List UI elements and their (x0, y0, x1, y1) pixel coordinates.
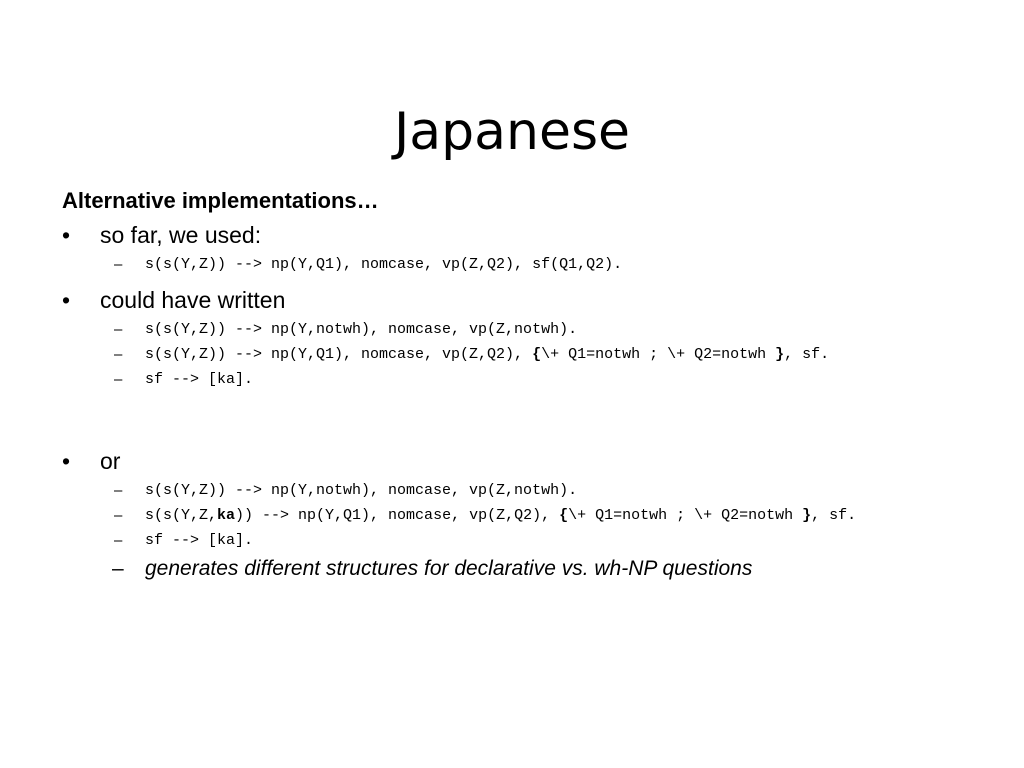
slide-title: Japanese (393, 101, 631, 162)
note-text: generates different structures for declarative vs. wh-NP questions (145, 557, 753, 580)
bullet-label: so far, we used: (100, 222, 262, 248)
dash-icon: – (114, 371, 123, 388)
dash-icon: – (114, 256, 123, 273)
dash-icon: – (114, 321, 123, 338)
bullet-dot-icon: • (62, 287, 71, 313)
close-brace: } (775, 346, 785, 363)
code-text-pre: s(s(Y,Z, (145, 507, 218, 524)
dash-icon: – (114, 507, 123, 524)
bullet-dot-icon: • (62, 222, 71, 248)
dash-icon: – (114, 532, 123, 549)
code-text: sf --> [ka]. (145, 371, 254, 388)
bullet-so-far (62, 218, 1002, 252)
ka-bold: ka (217, 507, 236, 524)
open-brace: { (532, 346, 542, 363)
italic-note (62, 553, 1002, 585)
bullet-label: could have written (100, 287, 286, 313)
code-text-pre2: )) --> np(Y,Q1), nomcase, vp(Z,Q2), (235, 507, 560, 524)
code-line (62, 317, 1002, 342)
dash-icon: – (114, 346, 123, 363)
code-text: s(s(Y,Z)) --> np(Y,Q1), nomcase, vp(Z,Q2), sf(Q1,Q2). (145, 256, 623, 273)
section-heading: Alternative implementations… (62, 188, 379, 213)
code-text-mid: \+ Q1=notwh ; \+ Q2=notwh (568, 507, 803, 524)
bullet-dot-icon: • (62, 448, 71, 474)
bullet-or (62, 444, 1002, 478)
open-brace: { (559, 507, 569, 524)
code-text-post: , sf. (784, 346, 830, 363)
code-line (62, 252, 1002, 277)
dash-icon: – (112, 557, 124, 580)
code-text: s(s(Y,Z)) --> np(Y,notwh), nomcase, vp(Z,notwh). (145, 321, 578, 338)
code-text-pre: s(s(Y,Z)) --> np(Y,Q1), nomcase, vp(Z,Q2), (145, 346, 533, 363)
code-line (62, 478, 1002, 503)
code-text: s(s(Y,Z)) --> np(Y,notwh), nomcase, vp(Z,notwh). (145, 482, 578, 499)
code-text: sf --> [ka]. (145, 532, 254, 549)
code-text-mid: \+ Q1=notwh ; \+ Q2=notwh (541, 346, 776, 363)
code-line (62, 342, 1002, 367)
dash-icon: – (114, 482, 123, 499)
code-text-post: , sf. (811, 507, 857, 524)
code-line (62, 528, 1002, 553)
bullet-label: or (100, 448, 121, 474)
bullet-could-have-written (62, 283, 1002, 317)
code-line (62, 503, 1002, 528)
close-brace: } (802, 507, 812, 524)
slide-body (62, 184, 1002, 585)
code-line (62, 367, 1002, 392)
